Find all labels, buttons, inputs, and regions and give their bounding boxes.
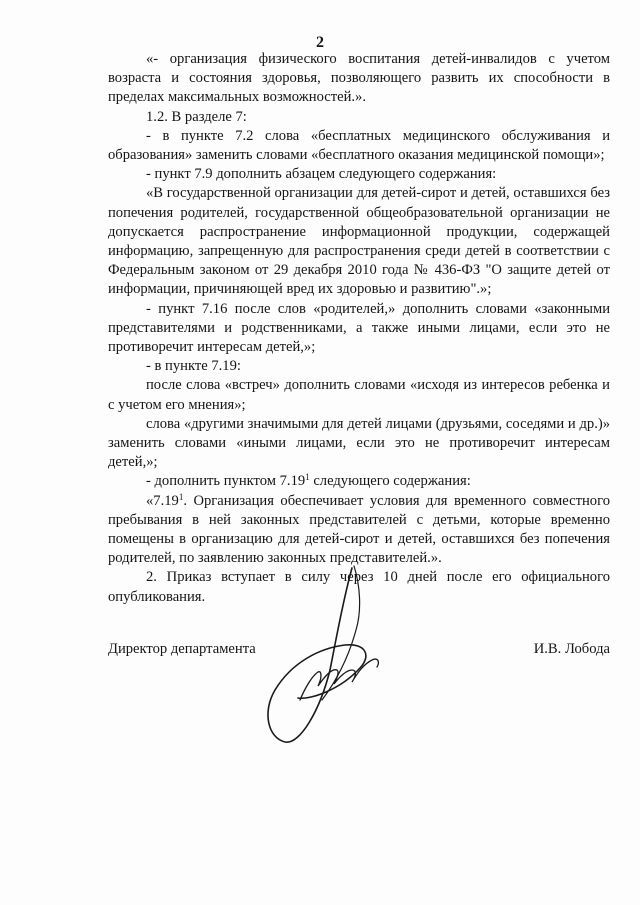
- paragraph-text: следующего содержания:: [309, 473, 471, 490]
- paragraph: 1.2. В разделе 7:: [146, 108, 247, 125]
- paragraph: [108, 472, 610, 491]
- document-body: [108, 50, 610, 607]
- paragraph: после слова «встреч» дополнить словами «исходя из интересов ребенка и с учетом его мнения»;: [108, 377, 610, 413]
- paragraph: - в пункте 7.2 слова «бесплатных медицинского обслуживания и образования» заменить словами «бесплатного оказания медицинской помощи»;: [108, 127, 610, 164]
- paragraph: «- организация физического воспитания детей-инвалидов с учетом возраста и состояния здоровья, позволяющего развить их способности в пределах максимальных возможностей.».: [108, 51, 610, 106]
- paragraph-text: «7.19: [146, 492, 179, 509]
- superscript: 1: [178, 491, 184, 502]
- paragraph: слова «другими значимыми для детей лицами (друзьями, соседями и др.)» заменить словами «иными лицами, если это не противоречит интересам детей,»;: [108, 415, 610, 471]
- paragraph: «В государственной организации для детей-сирот и детей, оставшихся без попечения родителей, государственной общеобразовательной организации не допускается распространение информационной продукции, содержащей информацию, запрещенную для распространения среди детей в соответствии с Федеральным законом от 29 декабря 2010 года № 436-ФЗ "О защите детей от информации, причиняющей вред их здоровью и развитию".»;: [108, 185, 610, 298]
- paragraph-text: . Организация обеспечивает условия для временного совместного пребывания в ней законных представителей с детьми, которые временно помещены в организацию для детей-сирот и детей, оставшихся без попечения родителей, по заявлению законных представителей.».: [108, 492, 610, 567]
- signatory-name: И.В. Лобода: [533, 641, 610, 657]
- signatory-title: Директор департамента: [108, 641, 256, 657]
- paragraph: 2. Приказ вступает в силу через 10 дней после его официального опубликования.: [108, 569, 610, 605]
- page-number: 2: [316, 34, 324, 51]
- paragraph: - пункт 7.9 дополнить абзацем следующего содержания:: [146, 166, 497, 183]
- paragraph-text: - дополнить пунктом 7.19: [146, 473, 306, 490]
- paragraph: - в пункте 7.19:: [146, 358, 241, 375]
- paragraph: [108, 492, 610, 569]
- superscript: 1: [305, 472, 310, 483]
- paragraph: - пункт 7.16 после слов «родителей,» дополнить словами «законными представителями и родственниками, а также иными лицами, если это не противоречит интересам детей,»;: [108, 300, 610, 356]
